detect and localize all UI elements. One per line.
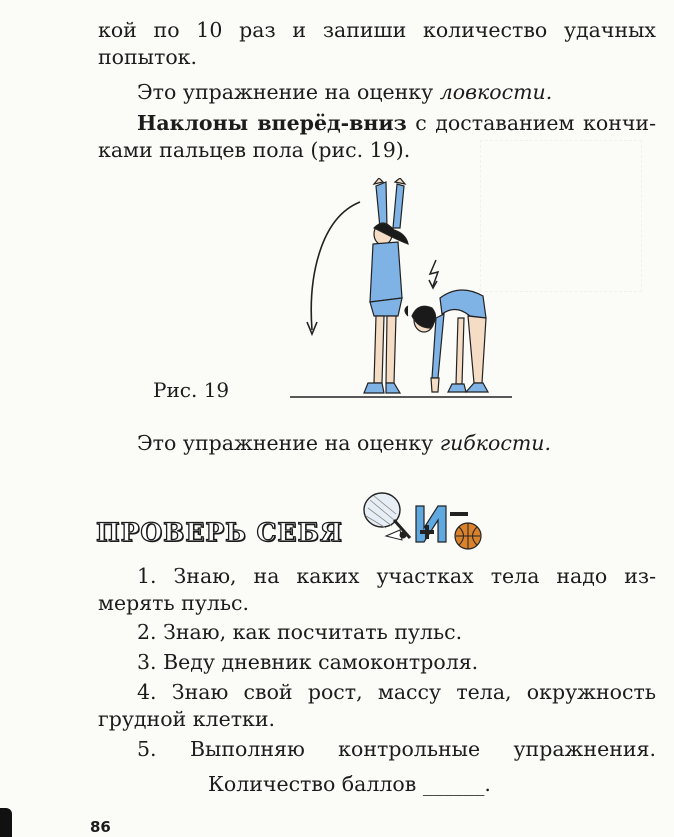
check-item-5: 5. Выполняю контрольные упражнения. xyxy=(137,737,656,761)
check-item-4-line-2: грудной клетки. xyxy=(98,707,276,731)
ball-icon xyxy=(455,523,481,549)
shuttlecock-icon xyxy=(386,530,406,540)
flexibility-note-text: Это упражнение на оценку xyxy=(137,431,440,455)
figure-caption: Рис. 19 xyxy=(153,378,230,402)
page-corner-mark xyxy=(0,808,12,837)
sports-emblem-icon xyxy=(360,488,490,553)
check-item-4-line-1: 4. Знаю свой рост, массу тела, окружность xyxy=(137,680,656,704)
agility-note xyxy=(137,80,552,104)
minus-sign-icon xyxy=(450,512,468,516)
flexibility-emphasis: гибкости. xyxy=(439,431,552,455)
check-item-1-line-2: мерять пульс. xyxy=(98,591,250,615)
standing-girl xyxy=(364,178,408,393)
page-number: 86 xyxy=(90,818,111,836)
check-item-3: 3. Веду дневник самоконтроля. xyxy=(137,650,479,674)
racket-icon xyxy=(364,493,410,538)
paragraph-line-1: кой по 10 раз и запиши количество удачных xyxy=(98,18,656,42)
agility-note-text: Это упражнение на оценку xyxy=(137,80,440,104)
motion-arrow xyxy=(311,202,360,330)
score-end: . xyxy=(484,772,491,796)
check-item-2: 2. Знаю, как посчитать пульс. xyxy=(137,620,463,644)
score-blank: ______ xyxy=(422,772,485,796)
score-label: Количество баллов xyxy=(208,772,417,796)
figure-19-illustration xyxy=(290,178,520,403)
paragraph-line-2: попыток. xyxy=(98,45,197,69)
score-line xyxy=(208,772,491,796)
exercise-text: с доставанием кончи- xyxy=(406,111,656,135)
letter-i-icon xyxy=(416,506,446,542)
exercise-line-2: ками пальцев пола (рис. 19). xyxy=(98,138,411,162)
agility-emphasis: ловкости. xyxy=(439,80,553,104)
bending-girl xyxy=(405,290,488,392)
flexibility-note xyxy=(137,431,551,455)
check-item-1-line-1: 1. Знаю, на каких участках тела надо из- xyxy=(137,564,656,588)
self-check-heading: ПРОВЕРЬ СЕБЯ xyxy=(96,518,343,547)
exercise-title: Наклоны вперёд-вниз xyxy=(137,111,407,135)
exercise-line-1 xyxy=(137,111,656,135)
